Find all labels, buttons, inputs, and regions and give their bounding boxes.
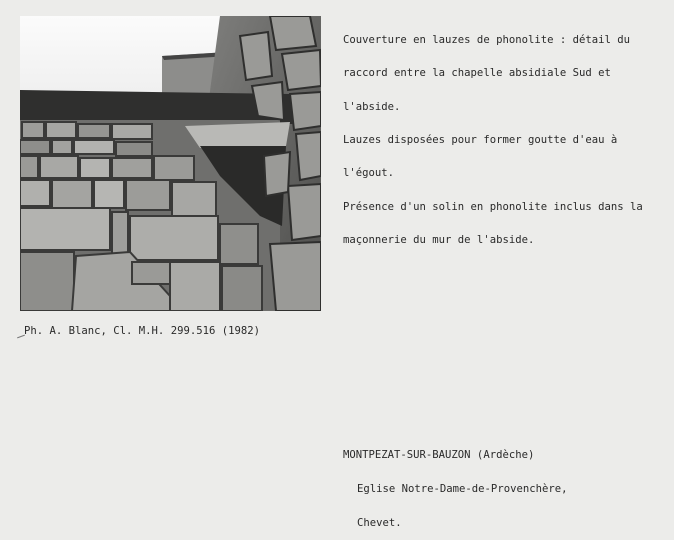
location-label [343, 428, 567, 540]
caption-line: maçonnerie du mur de l'abside. [343, 233, 535, 246]
stone-masonry-photo [20, 16, 321, 311]
archive-photograph [20, 16, 321, 311]
caption-line: Présence d'un solin en phonolite inclus dans la [343, 200, 643, 213]
caption-line: l'égout. [343, 167, 395, 180]
caption-line: l'abside. [343, 100, 401, 113]
location-line: Chevet. [357, 516, 402, 529]
location-line: MONTPEZAT-SUR-BAUZON (Ardèche) [343, 449, 535, 462]
caption-line: raccord entre la chapelle absidiale Sud et [343, 67, 611, 80]
photo-credit: Ph. A. Blanc, Cl. M.H. 299.516 (1982) [24, 325, 260, 337]
caption-line: Couverture en lauzes de phonolite : détail du [343, 34, 631, 47]
caption-line: Lauzes disposées pour former goutte d'eau à [343, 134, 618, 147]
location-line: Eglise Notre-Dame-de-Provenchère, [357, 483, 568, 496]
photo-caption [343, 13, 663, 257]
